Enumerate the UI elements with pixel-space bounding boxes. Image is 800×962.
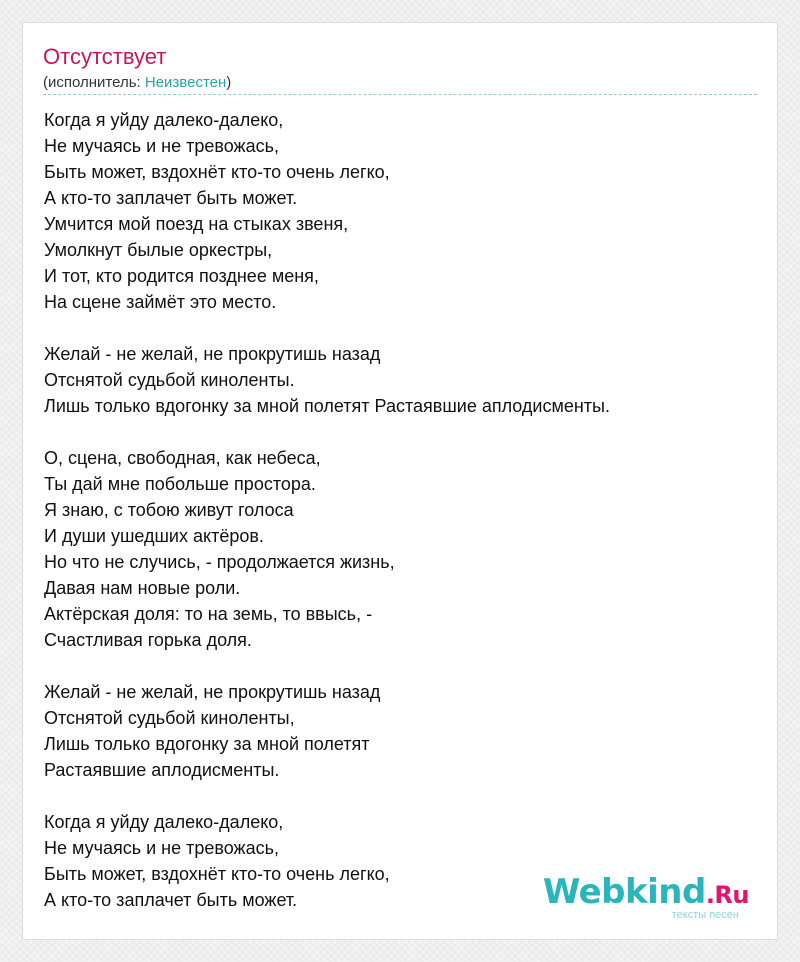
lyrics-stanza [44, 445, 610, 653]
lyrics-body [44, 107, 610, 913]
title-divider [43, 94, 757, 95]
lyrics-line: Лишь только вдогонку за мной полетят [44, 734, 370, 754]
artist-suffix: ) [226, 74, 232, 91]
logo-name: Webkind [542, 872, 706, 912]
lyrics-stanza [44, 809, 610, 913]
lyrics-line: Давая нам новые роли. [44, 578, 241, 598]
lyrics-line: Быть может, вздохнёт кто-то очень легко, [44, 864, 390, 884]
artist-link[interactable]: Неизвестен [144, 74, 227, 91]
lyrics-line: Быть может, вздохнёт кто-то очень легко, [44, 162, 390, 182]
song-title: Отсутствует [43, 44, 167, 69]
lyrics-line: Отснятой судьбой киноленты, [44, 708, 295, 728]
lyrics-line: Желай - не желай, не прокрутишь назад [44, 344, 381, 364]
artist-prefix: (исполнитель: [43, 74, 145, 91]
site-logo[interactable] [543, 874, 749, 921]
lyrics-line: Не мучаясь и не тревожась, [44, 136, 279, 156]
lyrics-line: А кто-то заплачет быть может. [44, 188, 298, 208]
lyrics-line: Желай - не желай, не прокрутишь назад [44, 682, 381, 702]
lyrics-line: Счастливая горька доля. [44, 630, 252, 650]
lyrics-stanza [44, 107, 610, 315]
lyrics-line: Когда я уйду далеко-далеко, [44, 812, 284, 832]
lyrics-stanza [44, 341, 610, 419]
lyrics-line: Растаявшие аплодисменты. [44, 760, 280, 780]
logo-wordmark [543, 874, 749, 913]
logo-suffix: .Ru [705, 881, 749, 909]
lyrics-stanza [44, 679, 610, 783]
lyrics-line: На сцене займёт это место. [44, 292, 277, 312]
lyrics-line: Ты дай мне побольше простора. [44, 474, 316, 494]
artist-line [43, 73, 231, 93]
lyrics-line: И души ушедших актёров. [44, 526, 264, 546]
lyrics-card [22, 22, 778, 940]
logo-tagline: тексты песен [671, 909, 739, 921]
lyrics-line: Умчится мой поезд на стыках звеня, [44, 214, 349, 234]
lyrics-line: Не мучаясь и не тревожась, [44, 838, 279, 858]
lyrics-line: И тот, кто родится позднее меня, [44, 266, 319, 286]
lyrics-line: Актёрская доля: то на земь, то ввысь, - [44, 604, 373, 624]
lyrics-line: Я знаю, с тобою живут голоса [44, 500, 294, 520]
lyrics-line: О, сцена, свободная, как небеса, [44, 448, 321, 468]
lyrics-line: Когда я уйду далеко-далеко, [44, 110, 284, 130]
lyrics-line: Но что не случись, - продолжается жизнь, [44, 552, 395, 572]
lyrics-line: Умолкнут былые оркестры, [44, 240, 273, 260]
lyrics-line: Отснятой судьбой киноленты. [44, 370, 295, 390]
lyrics-line: А кто-то заплачет быть может. [44, 890, 298, 910]
lyrics-line: Лишь только вдогонку за мной полетят Растаявшие аплодисменты. [44, 396, 610, 416]
